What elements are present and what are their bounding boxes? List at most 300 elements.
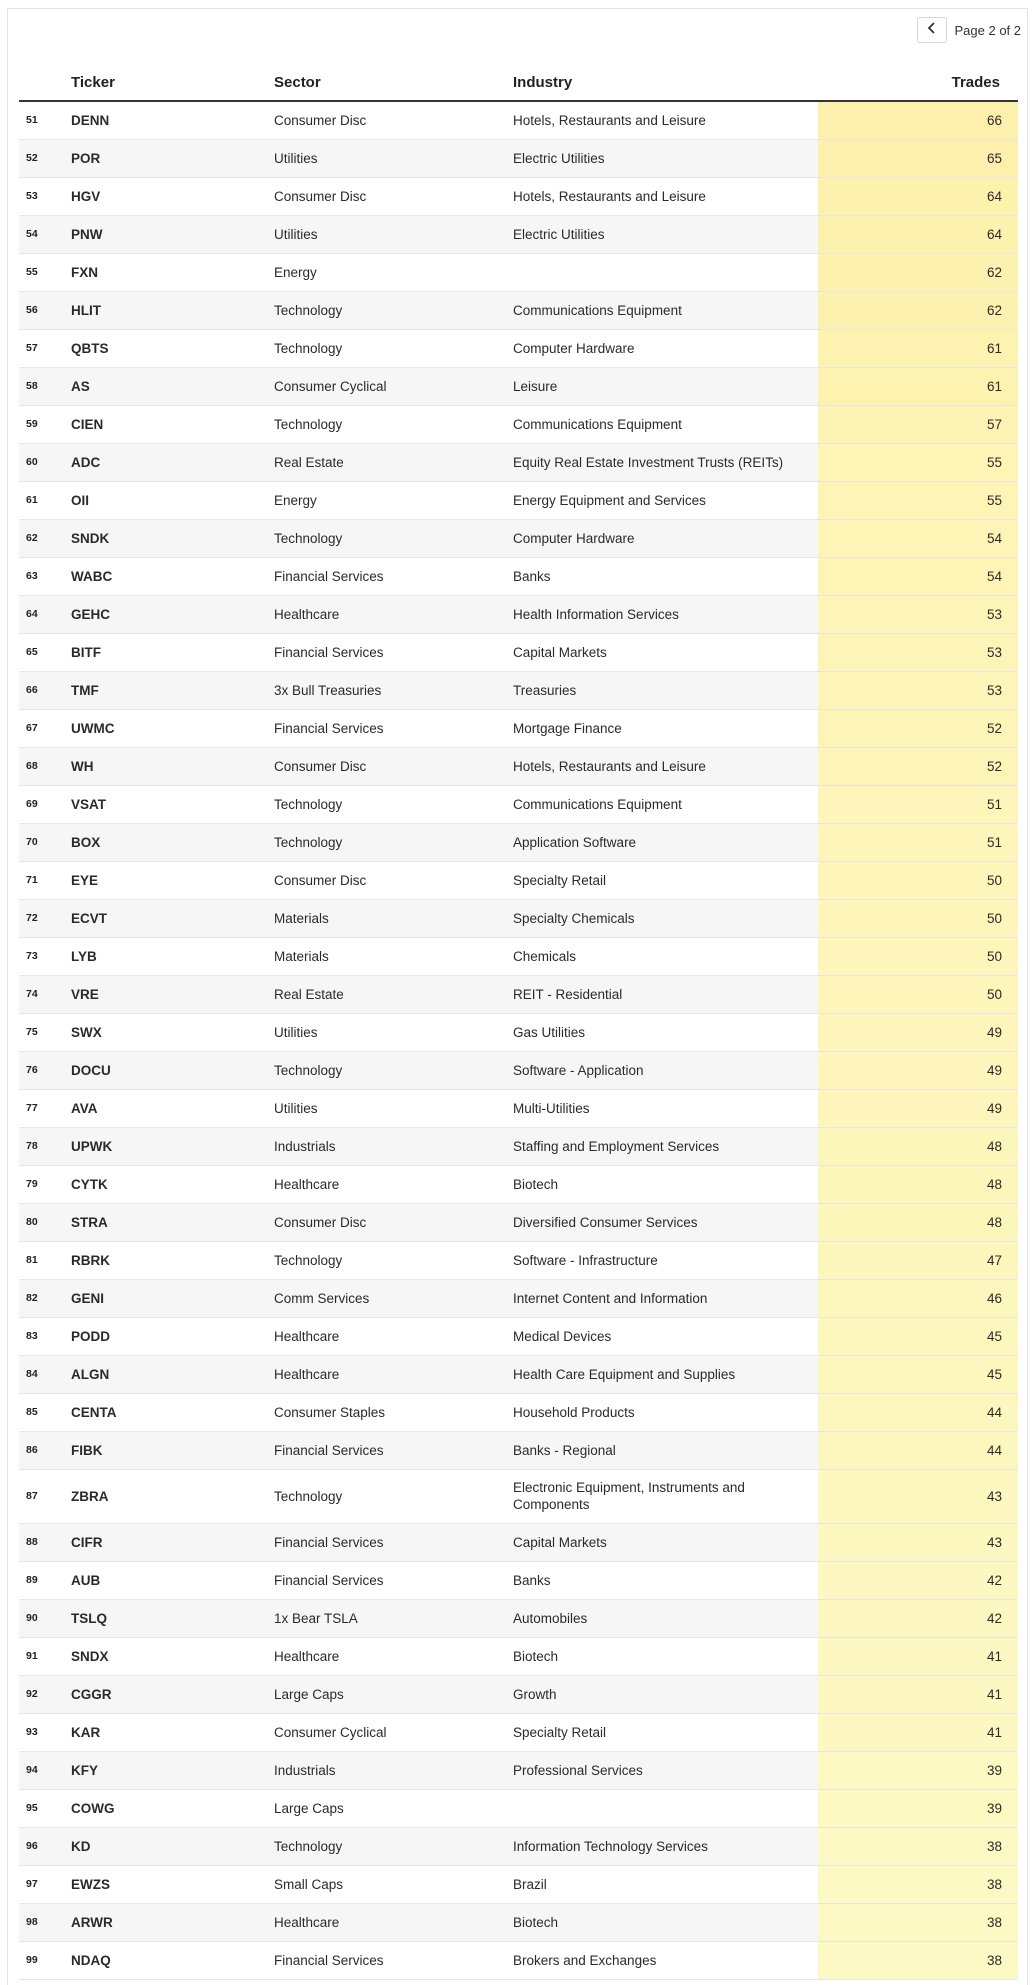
ticker-cell[interactable]: COWG — [71, 1800, 115, 1816]
ticker-cell[interactable]: CIEN — [71, 416, 104, 432]
trades-table — [19, 64, 1018, 1980]
rank-cell: 88 — [26, 1536, 38, 1548]
industry-cell: Biotech — [513, 1914, 559, 1930]
industry-cell: Specialty Chemicals — [513, 910, 635, 926]
ticker-cell[interactable]: SWX — [71, 1024, 102, 1040]
table-row[interactable] — [19, 215, 1018, 253]
table-row[interactable] — [19, 823, 1018, 861]
sector-cell: Consumer Disc — [274, 188, 367, 204]
ticker-cell[interactable]: HGV — [71, 188, 101, 204]
table-row[interactable] — [19, 1827, 1018, 1865]
trades-cell: 41 — [818, 1713, 1018, 1751]
sector-cell: Energy — [274, 492, 317, 508]
sector-cell: Industrials — [274, 1138, 336, 1154]
trades-cell: 48 — [818, 1127, 1018, 1165]
ticker-cell[interactable]: OII — [71, 492, 90, 508]
rank-cell: 92 — [26, 1688, 38, 1700]
trades-cell: 45 — [818, 1355, 1018, 1393]
industry-cell — [513, 1789, 818, 1827]
rank-cell: 86 — [26, 1444, 38, 1456]
table-row[interactable] — [19, 899, 1018, 937]
ticker-cell[interactable]: KAR — [71, 1724, 101, 1740]
sector-cell: Real Estate — [274, 986, 344, 1002]
trades-cell: 47 — [818, 1241, 1018, 1279]
industry-cell: Treasuries — [513, 682, 577, 698]
table-row[interactable] — [19, 633, 1018, 671]
industry-cell: Staffing and Employment Services — [513, 1138, 720, 1154]
rank-cell: 97 — [26, 1878, 38, 1890]
trades-cell: 52 — [818, 709, 1018, 747]
industry-cell: Software - Application — [513, 1062, 644, 1078]
industry-cell: Computer Hardware — [513, 340, 635, 356]
sector-cell: 3x Bull Treasuries — [274, 682, 382, 698]
ticker-cell[interactable]: LYB — [71, 948, 97, 964]
ticker-cell[interactable]: BITF — [71, 644, 101, 660]
sector-cell: Materials — [274, 948, 329, 964]
rank-cell: 62 — [26, 532, 38, 544]
sector-cell: Consumer Disc — [274, 112, 367, 128]
trades-cell: 50 — [818, 861, 1018, 899]
rank-cell: 91 — [26, 1650, 38, 1662]
table-row[interactable] — [19, 1751, 1018, 1789]
industry-cell: Brokers and Exchanges — [513, 1952, 657, 1968]
rank-cell: 77 — [26, 1102, 38, 1114]
ticker-cell[interactable]: BOX — [71, 834, 101, 850]
table-row[interactable] — [19, 1127, 1018, 1165]
trades-cell: 41 — [818, 1637, 1018, 1675]
industry-cell: Electronic Equipment, Instruments and Components — [513, 1480, 745, 1512]
sector-cell: Financial Services — [274, 568, 384, 584]
ticker-cell[interactable]: WABC — [71, 568, 113, 584]
trades-cell: 48 — [818, 1203, 1018, 1241]
table-row[interactable] — [19, 405, 1018, 443]
rank-cell: 53 — [26, 190, 38, 202]
table-row[interactable] — [19, 1355, 1018, 1393]
trades-cell: 55 — [818, 481, 1018, 519]
rank-cell: 55 — [26, 266, 38, 278]
sector-cell: Technology — [274, 1062, 343, 1078]
table-row[interactable] — [19, 1599, 1018, 1637]
ticker-cell[interactable]: VSAT — [71, 796, 107, 812]
industry-cell: Communications Equipment — [513, 416, 682, 432]
rank-cell: 99 — [26, 1954, 38, 1966]
rank-cell: 67 — [26, 722, 38, 734]
table-row[interactable] — [19, 1865, 1018, 1903]
industry-cell: Energy Equipment and Services — [513, 492, 706, 508]
industry-cell: Hotels, Restaurants and Leisure — [513, 188, 706, 204]
rank-cell: 56 — [26, 304, 38, 316]
column-header-ticker[interactable]: Ticker — [71, 64, 274, 101]
sector-cell: Comm Services — [274, 1290, 370, 1306]
trades-cell: 55 — [818, 443, 1018, 481]
industry-cell: Specialty Retail — [513, 1724, 607, 1740]
trades-cell: 49 — [818, 1089, 1018, 1127]
table-row[interactable] — [19, 443, 1018, 481]
ticker-cell[interactable]: WH — [71, 758, 94, 774]
industry-cell: Electric Utilities — [513, 150, 605, 166]
rank-cell: 80 — [26, 1216, 38, 1228]
ticker-cell[interactable]: ECVT — [71, 910, 108, 926]
trades-cell: 38 — [818, 1941, 1018, 1979]
trades-cell: 64 — [818, 177, 1018, 215]
trades-cell: 62 — [818, 291, 1018, 329]
rank-cell: 60 — [26, 456, 38, 468]
sector-cell: Financial Services — [274, 1572, 384, 1588]
table-header-row — [19, 64, 1018, 101]
industry-cell: Communications Equipment — [513, 796, 682, 812]
sector-cell: Large Caps — [274, 1800, 344, 1816]
ticker-cell[interactable]: POR — [71, 150, 101, 166]
ticker-cell[interactable]: PODD — [71, 1328, 111, 1344]
rank-cell: 75 — [26, 1026, 38, 1038]
trades-cell: 39 — [818, 1789, 1018, 1827]
industry-cell: Banks — [513, 568, 551, 584]
sector-cell: Healthcare — [274, 1366, 340, 1382]
rank-cell: 54 — [26, 228, 38, 240]
ticker-cell[interactable]: FXN — [71, 264, 98, 280]
trades-cell: 50 — [818, 899, 1018, 937]
ticker-cell[interactable]: DOCU — [71, 1062, 111, 1078]
table-row[interactable] — [19, 671, 1018, 709]
ticker-cell[interactable]: KFY — [71, 1762, 98, 1778]
table-row[interactable] — [19, 139, 1018, 177]
trades-cell: 49 — [818, 1051, 1018, 1089]
prev-page-button[interactable] — [917, 17, 947, 43]
trades-cell: 52 — [818, 747, 1018, 785]
table-row[interactable] — [19, 177, 1018, 215]
trades-cell: 49 — [818, 1013, 1018, 1051]
table-row[interactable] — [19, 595, 1018, 633]
rank-cell: 93 — [26, 1726, 38, 1738]
table-row[interactable] — [19, 1013, 1018, 1051]
table-row[interactable] — [19, 861, 1018, 899]
sector-cell: Consumer Disc — [274, 758, 367, 774]
industry-cell: Hotels, Restaurants and Leisure — [513, 112, 706, 128]
rank-cell: 94 — [26, 1764, 38, 1776]
industry-cell: Health Information Services — [513, 606, 679, 622]
table-row[interactable] — [19, 1089, 1018, 1127]
rank-cell: 70 — [26, 836, 38, 848]
sector-cell: Utilities — [274, 1100, 318, 1116]
trades-cell: 50 — [818, 975, 1018, 1013]
ticker-cell[interactable]: ADC — [71, 454, 101, 470]
industry-cell: Software - Infrastructure — [513, 1252, 658, 1268]
trades-cell: 43 — [818, 1523, 1018, 1561]
trades-cell: 51 — [818, 785, 1018, 823]
sector-cell: Consumer Cyclical — [274, 378, 387, 394]
table-row[interactable] — [19, 975, 1018, 1013]
industry-cell: Multi-Utilities — [513, 1100, 590, 1116]
sector-cell: 1x Bear TSLA — [274, 1610, 358, 1626]
table-row[interactable] — [19, 785, 1018, 823]
ticker-cell[interactable]: SNDX — [71, 1648, 109, 1664]
trades-cell: 53 — [818, 595, 1018, 633]
table-row[interactable] — [19, 1523, 1018, 1561]
table-row[interactable] — [19, 291, 1018, 329]
table-row[interactable] — [19, 1431, 1018, 1469]
sector-cell: Financial Services — [274, 1952, 384, 1968]
table-row[interactable] — [19, 1203, 1018, 1241]
table-row[interactable] — [19, 1675, 1018, 1713]
column-header-rank[interactable] — [19, 64, 71, 101]
industry-cell: Medical Devices — [513, 1328, 612, 1344]
sector-cell: Consumer Staples — [274, 1404, 386, 1420]
industry-cell: Household Products — [513, 1404, 635, 1420]
ticker-cell[interactable]: HLIT — [71, 302, 101, 318]
column-header-sector[interactable]: Sector — [274, 64, 513, 101]
table-row[interactable] — [19, 557, 1018, 595]
rank-cell: 72 — [26, 912, 38, 924]
ticker-cell[interactable]: PNW — [71, 226, 103, 242]
sector-cell: Technology — [274, 1838, 343, 1854]
trades-cell: 53 — [818, 633, 1018, 671]
ticker-cell[interactable]: DENN — [71, 112, 110, 128]
trades-cell: 38 — [818, 1903, 1018, 1941]
industry-cell: Brazil — [513, 1876, 547, 1892]
industry-cell: REIT - Residential — [513, 986, 623, 1002]
industry-cell: Capital Markets — [513, 644, 607, 660]
ticker-cell[interactable]: CENTA — [71, 1404, 117, 1420]
rank-cell: 90 — [26, 1612, 38, 1624]
trades-cell: 61 — [818, 367, 1018, 405]
table-row[interactable] — [19, 1317, 1018, 1355]
rank-cell: 58 — [26, 380, 38, 392]
trades-cell: 43 — [818, 1469, 1018, 1523]
sector-cell: Financial Services — [274, 1534, 384, 1550]
sector-cell: Healthcare — [274, 1914, 340, 1930]
sector-cell: Utilities — [274, 1024, 318, 1040]
industry-cell: Application Software — [513, 834, 637, 850]
table-row[interactable] — [19, 1393, 1018, 1431]
ticker-cell[interactable]: CIFR — [71, 1534, 103, 1550]
table-row[interactable] — [19, 253, 1018, 291]
trades-cell: 61 — [818, 329, 1018, 367]
rank-cell: 95 — [26, 1802, 38, 1814]
sector-cell: Industrials — [274, 1762, 336, 1778]
ticker-cell[interactable]: KD — [71, 1838, 91, 1854]
trades-cell: 44 — [818, 1393, 1018, 1431]
table-body — [19, 101, 1018, 1979]
column-header-trades[interactable]: Trades — [818, 64, 1018, 101]
industry-cell: Computer Hardware — [513, 530, 635, 546]
trades-cell: 45 — [818, 1317, 1018, 1355]
rank-cell: 63 — [26, 570, 38, 582]
table-row[interactable] — [19, 101, 1018, 139]
industry-cell: Information Technology Services — [513, 1838, 708, 1854]
sector-cell: Financial Services — [274, 1442, 384, 1458]
rank-cell: 82 — [26, 1292, 38, 1304]
industry-cell: Equity Real Estate Investment Trusts (REITs) — [513, 454, 784, 470]
industry-cell: Mortgage Finance — [513, 720, 622, 736]
industry-cell: Communications Equipment — [513, 302, 682, 318]
rank-cell: 76 — [26, 1064, 38, 1076]
ticker-cell[interactable]: ARWR — [71, 1914, 113, 1930]
ticker-cell[interactable]: SNDK — [71, 530, 110, 546]
rank-cell: 57 — [26, 342, 38, 354]
ticker-cell[interactable]: FIBK — [71, 1442, 103, 1458]
ticker-cell[interactable]: STRA — [71, 1214, 108, 1230]
trades-cell: 54 — [818, 557, 1018, 595]
chevron-left-icon — [927, 21, 937, 39]
industry-cell: Internet Content and Information — [513, 1290, 708, 1306]
trades-cell: 65 — [818, 139, 1018, 177]
industry-cell: Specialty Retail — [513, 872, 607, 888]
sector-cell: Technology — [274, 302, 343, 318]
ticker-cell[interactable]: EYE — [71, 872, 99, 888]
rank-cell: 83 — [26, 1330, 38, 1342]
sector-cell: Healthcare — [274, 1328, 340, 1344]
ticker-cell[interactable]: AUB — [71, 1572, 101, 1588]
industry-cell: Capital Markets — [513, 1534, 607, 1550]
sector-cell: Technology — [274, 1252, 343, 1268]
column-header-industry[interactable]: Industry — [513, 64, 818, 101]
table-row[interactable] — [19, 1279, 1018, 1317]
trades-cell: 42 — [818, 1599, 1018, 1637]
sector-cell: Materials — [274, 910, 329, 926]
ticker-cell[interactable]: CGGR — [71, 1686, 112, 1702]
ticker-cell[interactable]: UWMC — [71, 720, 115, 736]
ticker-cell[interactable]: GENI — [71, 1290, 105, 1306]
trades-cell: 62 — [818, 253, 1018, 291]
trades-cell: 64 — [818, 215, 1018, 253]
rank-cell: 89 — [26, 1574, 38, 1586]
industry-cell: Chemicals — [513, 948, 577, 964]
table-row[interactable] — [19, 1165, 1018, 1203]
rank-cell: 73 — [26, 950, 38, 962]
sector-cell: Healthcare — [274, 1648, 340, 1664]
trades-cell: 42 — [818, 1561, 1018, 1599]
industry-cell: Electric Utilities — [513, 226, 605, 242]
rank-cell: 64 — [26, 608, 38, 620]
table-row[interactable] — [19, 519, 1018, 557]
table-row[interactable] — [19, 747, 1018, 785]
industry-cell — [513, 253, 818, 291]
page-indicator: Page 2 of 2 — [954, 22, 1021, 38]
industry-cell: Banks — [513, 1572, 551, 1588]
trades-cell: 41 — [818, 1675, 1018, 1713]
table-row[interactable] — [19, 329, 1018, 367]
sector-cell: Technology — [274, 796, 343, 812]
rank-cell: 59 — [26, 418, 38, 430]
sector-cell: Large Caps — [274, 1686, 344, 1702]
ticker-cell[interactable]: CYTK — [71, 1176, 108, 1192]
ticker-cell[interactable]: GEHC — [71, 606, 111, 622]
table-row[interactable] — [19, 481, 1018, 519]
industry-cell: Automobiles — [513, 1610, 588, 1626]
sector-cell: Financial Services — [274, 644, 384, 660]
sector-cell: Consumer Disc — [274, 1214, 367, 1230]
rank-cell: 96 — [26, 1840, 38, 1852]
trades-cell: 53 — [818, 671, 1018, 709]
industry-cell: Leisure — [513, 378, 558, 394]
industry-cell: Gas Utilities — [513, 1024, 586, 1040]
trades-cell: 39 — [818, 1751, 1018, 1789]
table-row[interactable] — [19, 1241, 1018, 1279]
rank-cell: 66 — [26, 684, 38, 696]
rank-cell: 51 — [26, 114, 38, 127]
industry-cell: Hotels, Restaurants and Leisure — [513, 758, 706, 774]
ticker-cell[interactable]: UPWK — [71, 1138, 113, 1154]
rank-cell: 74 — [26, 988, 38, 1000]
sector-cell: Utilities — [274, 150, 318, 166]
sector-cell: Technology — [274, 834, 343, 850]
table-row[interactable] — [19, 1051, 1018, 1089]
sector-cell: Technology — [274, 340, 343, 356]
sector-cell: Consumer Disc — [274, 872, 367, 888]
rank-cell: 71 — [26, 874, 38, 886]
table-row[interactable] — [19, 937, 1018, 975]
rank-cell: 87 — [26, 1490, 38, 1502]
table-row[interactable] — [19, 367, 1018, 405]
rank-cell: 84 — [26, 1368, 38, 1380]
sector-cell: Financial Services — [274, 720, 384, 736]
sector-cell: Technology — [274, 1488, 343, 1504]
ticker-cell[interactable]: AS — [71, 378, 90, 394]
sector-cell: Healthcare — [274, 1176, 340, 1192]
ticker-cell[interactable]: ZBRA — [71, 1488, 109, 1504]
ticker-cell[interactable]: QBTS — [71, 340, 109, 356]
sector-cell: Consumer Cyclical — [274, 1724, 387, 1740]
rank-cell: 85 — [26, 1406, 38, 1418]
sector-cell: Energy — [274, 264, 317, 280]
rank-cell: 69 — [26, 798, 38, 810]
trades-cell: 38 — [818, 1865, 1018, 1903]
table-row[interactable] — [19, 1903, 1018, 1941]
ticker-cell[interactable]: AVA — [71, 1100, 98, 1116]
ticker-cell[interactable]: EWZS — [71, 1876, 110, 1892]
rank-cell: 98 — [26, 1916, 38, 1928]
trades-cell: 46 — [818, 1279, 1018, 1317]
industry-cell: Biotech — [513, 1648, 559, 1664]
industry-cell: Diversified Consumer Services — [513, 1214, 698, 1230]
table-row[interactable] — [19, 1637, 1018, 1675]
table-row[interactable] — [19, 709, 1018, 747]
table-row[interactable] — [19, 1469, 1018, 1523]
rank-cell: 61 — [26, 494, 38, 506]
sector-cell: Utilities — [274, 226, 318, 242]
trades-cell: 66 — [818, 101, 1018, 139]
trades-cell: 50 — [818, 937, 1018, 975]
table-row[interactable] — [19, 1941, 1018, 1979]
rank-cell: 68 — [26, 760, 38, 772]
table-row[interactable] — [19, 1713, 1018, 1751]
rank-cell: 79 — [26, 1178, 38, 1190]
industry-cell: Growth — [513, 1686, 557, 1702]
table-row[interactable] — [19, 1789, 1018, 1827]
ticker-cell[interactable]: RBRK — [71, 1252, 110, 1268]
trades-cell: 51 — [818, 823, 1018, 861]
ticker-cell[interactable]: TSLQ — [71, 1610, 107, 1626]
rank-cell: 78 — [26, 1140, 38, 1152]
trades-cell: 57 — [818, 405, 1018, 443]
industry-cell: Professional Services — [513, 1762, 643, 1778]
ticker-cell[interactable]: TMF — [71, 682, 99, 698]
ticker-cell[interactable]: NDAQ — [71, 1952, 111, 1968]
table-row[interactable] — [19, 1561, 1018, 1599]
rank-cell: 81 — [26, 1254, 38, 1266]
trades-cell: 38 — [818, 1827, 1018, 1865]
rank-cell: 52 — [26, 152, 38, 164]
ticker-cell[interactable]: ALGN — [71, 1366, 110, 1382]
industry-cell: Banks - Regional — [513, 1442, 616, 1458]
sector-cell: Technology — [274, 416, 343, 432]
rank-cell: 65 — [26, 646, 38, 658]
trades-cell: 48 — [818, 1165, 1018, 1203]
industry-cell: Health Care Equipment and Supplies — [513, 1366, 736, 1382]
sector-cell: Healthcare — [274, 606, 340, 622]
trades-cell: 54 — [818, 519, 1018, 557]
ticker-cell[interactable]: VRE — [71, 986, 99, 1002]
